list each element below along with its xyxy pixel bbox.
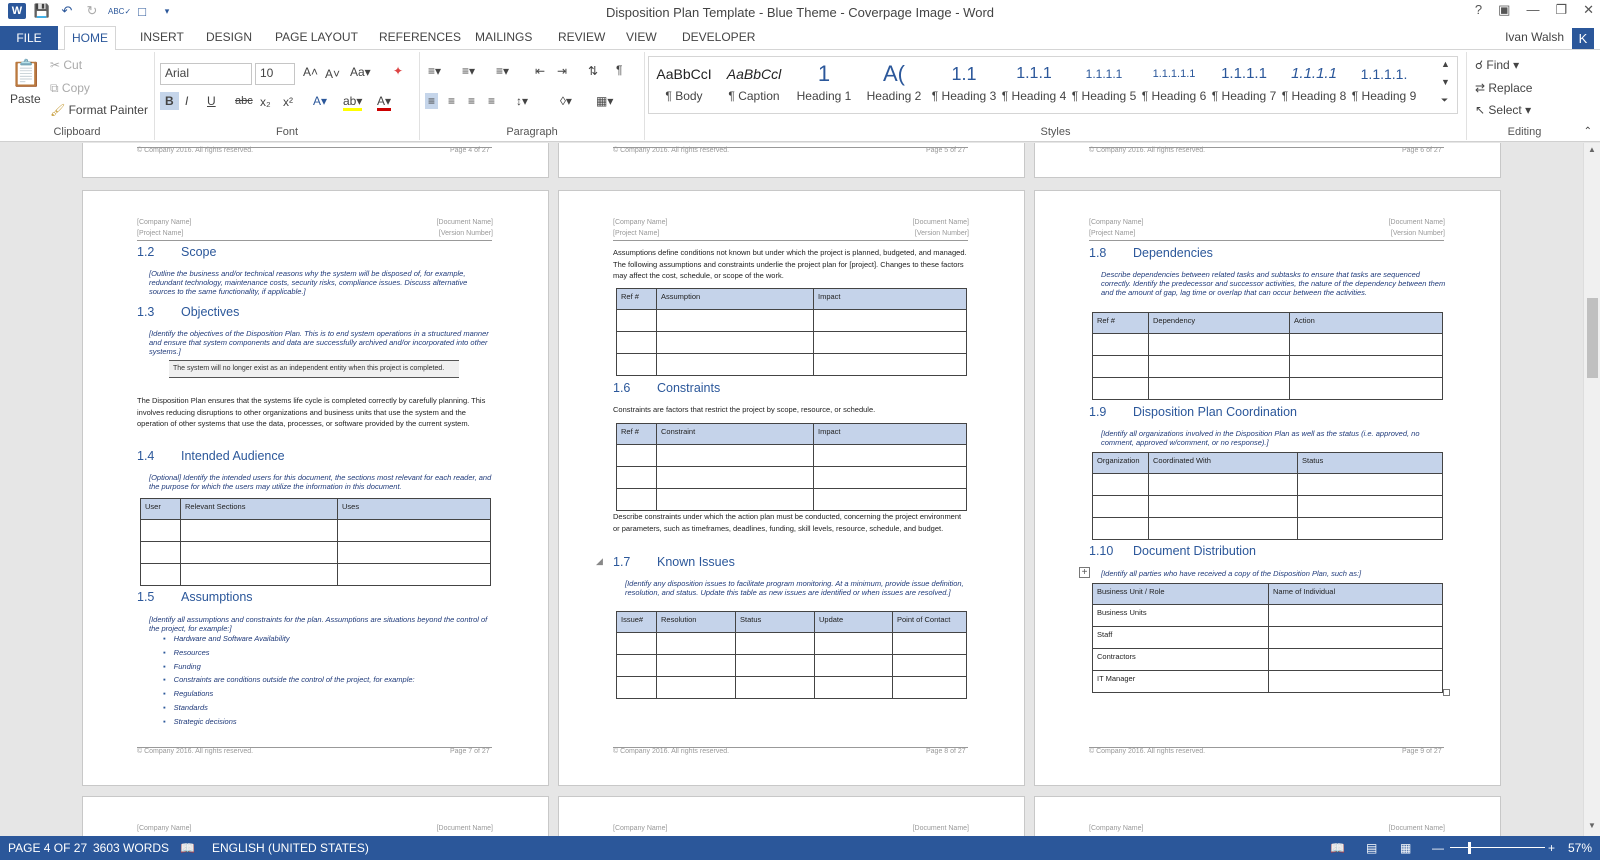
replace-icon: ⇄ <box>1475 81 1489 95</box>
scroll-up-icon[interactable]: ▲ <box>1588 145 1596 154</box>
ribbon-tabs <box>0 26 1600 50</box>
replace-label: Replace <box>1488 81 1533 95</box>
header-company: [Company Name] <box>137 219 192 226</box>
constraints-text: Constraints are factors that restrict the project by scope, resource, or schedule. <box>613 405 876 414</box>
style-heading-5[interactable] <box>1069 59 1139 111</box>
proofing-icon[interactable]: 📖 <box>180 841 195 855</box>
table-row[interactable] <box>617 633 967 655</box>
window-title: Disposition Plan Template - Blue Theme - Coverpage Image - Word <box>605 5 995 20</box>
col-relevant-sections: Relevant Sections <box>181 499 338 520</box>
header-company: [Company Name] <box>137 825 192 832</box>
col-update: Update <box>815 612 893 633</box>
collapse-heading-icon[interactable]: ◢ <box>596 556 603 566</box>
document-area[interactable] <box>0 143 1583 836</box>
header-version: [Version Number] <box>1390 230 1445 237</box>
style-heading-2[interactable] <box>859 59 929 111</box>
table-row[interactable] <box>141 564 491 586</box>
bold-button[interactable]: B <box>160 92 179 110</box>
col-assumption: Assumption <box>657 289 814 310</box>
clear-formatting-icon[interactable]: ✦ <box>393 64 404 78</box>
list-item: ▪ Standards <box>163 701 415 715</box>
style-gallery <box>648 56 1458 114</box>
align-center-icon[interactable]: ≡ <box>448 94 456 108</box>
find-button[interactable]: ☌ Find ▾ <box>1475 58 1520 72</box>
style-caption-label: ¶ Caption <box>728 89 780 103</box>
style-heading-7-preview: 1.1.1.1 <box>1221 65 1267 82</box>
next-page-10 <box>82 796 549 836</box>
list-item: ▪ Regulations <box>163 687 415 701</box>
zoom-slider[interactable] <box>1450 847 1545 848</box>
style-heading-8-preview: 1.1.1.1 <box>1291 65 1337 82</box>
help-icon[interactable]: ? <box>1474 2 1483 17</box>
header-company: [Company Name] <box>1089 825 1144 832</box>
assumptions-intro: Assumptions define conditions not known but under which the project is planned, budgeted, and managed. The following assumptions and constraints underlie the project plan for [project]. Changes to these factors may affect the cost, schedule, or scope of the work. <box>613 248 967 280</box>
style-heading-9-preview: 1.1.1.1. <box>1360 66 1408 82</box>
header-document: [Document Name] <box>436 825 493 832</box>
header-version: [Version Number] <box>914 230 969 237</box>
table-row[interactable]: Staff <box>1093 627 1443 649</box>
tab-file[interactable]: FILE <box>0 26 58 50</box>
style-heading-2-label: Heading 2 <box>866 89 922 103</box>
paste-icon[interactable]: 📋 <box>10 58 43 88</box>
list-item: ▪ Strategic decisions <box>163 715 415 729</box>
scroll-down-icon[interactable]: ▼ <box>1588 821 1596 830</box>
tab-developer[interactable]: DEVELOPER <box>682 30 756 44</box>
col-constraint: Constraint <box>657 424 814 445</box>
select-button[interactable]: ↖ Select ▾ <box>1475 103 1532 117</box>
table-row[interactable] <box>1093 378 1443 400</box>
header-project: [Project Name] <box>1089 230 1136 237</box>
constraints-description: Describe constraints under which the action plan must be conducted, concerning the project environment or parameters, such as timeframes, deadlines, funding, skill levels, resource, schedule, and budget. <box>613 512 962 533</box>
style-heading-5-label: ¶ Heading 5 <box>1071 89 1137 103</box>
style-heading-5-preview: 1.1.1.1 <box>1085 67 1123 81</box>
style-heading-9[interactable] <box>1349 59 1419 111</box>
heading-dependencies: 1.8 Dependencies <box>1089 246 1213 260</box>
tab-home[interactable]: HOME <box>64 26 116 51</box>
assumptions-table[interactable] <box>616 288 967 376</box>
list-item: ▪ Constraints are conditions outside the control of the project, for example: <box>163 673 415 687</box>
table-row[interactable] <box>1093 496 1443 518</box>
save-icon[interactable]: 💾 <box>33 3 51 18</box>
table-row[interactable] <box>617 354 967 376</box>
footer-copyright: © Company 2016. All rights reserved. <box>1089 748 1206 755</box>
clipboard-label: Clipboard <box>53 126 101 138</box>
superscript-button[interactable]: x² <box>283 95 293 109</box>
coordination-text: [Identify all organizations involved in the Disposition Plan as well as the status (i.e. approved, no comment, approved w/comment, or no response).] <box>1101 429 1420 447</box>
col-ref: Ref # <box>617 289 657 310</box>
next-page-12 <box>1034 796 1501 836</box>
page4-footer-left: © Company 2016. All rights reserved. <box>137 147 254 154</box>
style-heading-7[interactable] <box>1209 59 1279 111</box>
style-heading-4-preview: 1.1.1 <box>1016 65 1052 82</box>
header-document: [Document Name] <box>436 219 493 226</box>
table-row[interactable] <box>617 467 967 489</box>
style-heading-4[interactable] <box>999 59 1069 111</box>
font-color-icon[interactable]: A▾ <box>377 94 391 111</box>
footer-page-number: Page 9 of 27 <box>1402 748 1442 755</box>
table-row[interactable] <box>617 655 967 677</box>
scrollbar-thumb[interactable] <box>1587 298 1598 378</box>
shrink-font-icon[interactable]: A˅ <box>325 67 341 81</box>
previous-page-4 <box>82 143 549 178</box>
tab-insert[interactable]: INSERT <box>140 30 184 44</box>
styles-more-icon[interactable]: ⏷ <box>1441 95 1449 105</box>
styles-scroll-up-icon[interactable]: ▲ <box>1441 59 1450 69</box>
heading-scope: 1.2 Scope <box>137 245 217 259</box>
table-row[interactable] <box>617 310 967 332</box>
tab-design[interactable]: DESIGN <box>206 30 253 44</box>
style-heading-8[interactable] <box>1279 59 1349 111</box>
replace-button[interactable] <box>1475 81 1532 95</box>
page5-footer-left: © Company 2016. All rights reserved. <box>613 147 730 154</box>
editing-label: Editing <box>1507 126 1542 138</box>
heading-known-issues: 1.7 Known Issues <box>613 555 735 569</box>
status-bar <box>0 836 1600 860</box>
print-layout-icon[interactable]: ▤ <box>1366 841 1378 855</box>
assumptions-list <box>163 632 415 729</box>
shading-icon[interactable]: ◊▾ <box>560 94 572 108</box>
audience-text: [Optional] Identify the intended users for this document, the sections most relevant for each reader, and the purpose for which the users may utilize the information in this document. <box>149 473 492 491</box>
show-formatting-icon[interactable]: ¶ <box>616 63 623 77</box>
col-impact: Impact <box>814 424 967 445</box>
subscript-button[interactable]: x₂ <box>260 95 271 109</box>
table-resize-handle[interactable] <box>1443 689 1450 696</box>
style-body[interactable] <box>649 59 719 111</box>
header-company: [Company Name] <box>613 825 668 832</box>
dependencies-table[interactable] <box>1092 312 1443 400</box>
col-uses: Uses <box>338 499 491 520</box>
style-heading-6[interactable] <box>1139 59 1209 111</box>
restore-icon[interactable]: ❐ <box>1555 2 1568 17</box>
strikethrough-button[interactable]: abc <box>235 95 253 107</box>
heading-assumptions: 1.5 Assumptions <box>137 590 253 604</box>
zoom-slider-thumb[interactable] <box>1468 842 1471 854</box>
bullets-icon[interactable]: ≡▾ <box>428 64 442 78</box>
header-project: [Project Name] <box>137 230 184 237</box>
style-heading-3-label: ¶ Heading 3 <box>931 89 997 103</box>
col-coordinated-with: Coordinated With <box>1149 453 1298 474</box>
footer-copyright: © Company 2016. All rights reserved. <box>613 748 730 755</box>
tab-review[interactable]: REVIEW <box>558 30 606 44</box>
multilevel-list-icon[interactable]: ≡▾ <box>496 64 510 78</box>
copy-button[interactable] <box>50 81 90 96</box>
page4-footer-right: Page 4 of 27 <box>450 147 490 154</box>
text-effects-icon[interactable]: A▾ <box>313 94 328 108</box>
style-heading-1-preview: 1 <box>817 61 831 86</box>
list-item: ▪ Hardware and Software Availability <box>163 632 415 646</box>
col-organization: Organization <box>1093 453 1149 474</box>
binoculars-icon: ☌ <box>1475 58 1487 72</box>
style-heading-4-label: ¶ Heading 4 <box>1001 89 1067 103</box>
header-document: [Document Name] <box>912 219 969 226</box>
style-heading-9-label: ¶ Heading 9 <box>1351 89 1417 103</box>
align-left-icon[interactable]: ≡ <box>425 93 438 109</box>
header-document: [Document Name] <box>912 825 969 832</box>
heading-objectives: 1.3 Objectives <box>137 305 240 319</box>
align-right-icon[interactable]: ≡ <box>468 94 476 108</box>
header-document: [Document Name] <box>1388 825 1445 832</box>
vertical-scrollbar[interactable] <box>1583 143 1600 836</box>
footer-copyright: © Company 2016. All rights reserved. <box>137 748 254 755</box>
header-document: [Document Name] <box>1388 219 1445 226</box>
undo-icon[interactable]: ↶ <box>61 3 73 18</box>
zoom-in-icon[interactable]: + <box>1548 841 1556 855</box>
scope-text: [Outline the business and/or technical reasons why the system will be disposed of, for example, redundant technology, maintenance costs, security risks, compliance issues. Discuss alternative sources to the same functionality, if applicable.] <box>149 269 468 296</box>
header-project: [Project Name] <box>613 230 660 237</box>
page5-footer-right: Page 5 of 27 <box>926 147 966 154</box>
page6-footer-right: Page 6 of 27 <box>1402 147 1442 154</box>
col-business-unit-role: Business Unit / Role <box>1093 584 1269 605</box>
word-logo-icon: W <box>8 3 26 19</box>
styles-label: Styles <box>1040 126 1071 138</box>
coordination-table[interactable] <box>1092 452 1443 540</box>
font-group <box>155 52 420 140</box>
footer-page-number: Page 7 of 27 <box>450 748 490 755</box>
collapse-ribbon-icon[interactable]: ⌃ <box>1583 126 1592 137</box>
style-body-preview: AaBbCcI <box>656 66 712 82</box>
audience-table[interactable] <box>140 498 491 586</box>
col-action: Action <box>1290 313 1443 334</box>
header-version: [Version Number] <box>438 230 493 237</box>
table-row[interactable] <box>617 677 967 699</box>
paragraph-group <box>420 52 645 140</box>
col-resolution: Resolution <box>657 612 736 633</box>
brush-icon: 🖌 <box>50 103 69 117</box>
title-bar <box>0 0 1600 26</box>
copy-icon: ⧉ <box>50 81 62 95</box>
cut-label: Cut <box>63 58 83 72</box>
minimize-icon[interactable]: — <box>1526 2 1540 17</box>
col-name-of-individual: Name of Individual <box>1269 584 1443 605</box>
language[interactable]: ENGLISH (UNITED STATES) <box>212 841 369 855</box>
header-company: [Company Name] <box>1089 219 1144 226</box>
col-ref: Ref # <box>617 424 657 445</box>
next-page-11 <box>558 796 1025 836</box>
increase-indent-icon[interactable]: ⇥ <box>557 64 568 78</box>
distribution-text: [Identify all parties who have received a copy of the Disposition Plan, such as:] <box>1101 569 1362 578</box>
word-count[interactable]: 3603 WORDS <box>93 841 170 855</box>
known-issues-table[interactable] <box>616 611 967 699</box>
assumptions-text: [Identify all assumptions and constraints for the plan. Assumptions are situations beyond the control of the project, for example:] <box>149 615 488 633</box>
style-body-label: ¶ Body <box>665 89 703 103</box>
col-dependency: Dependency <box>1149 313 1290 334</box>
list-item: ▪ Funding <box>163 660 415 674</box>
read-mode-icon[interactable]: 📖 <box>1330 841 1345 855</box>
cut-button[interactable] <box>50 58 82 72</box>
customize-qat-icon[interactable]: ▾ <box>164 5 170 16</box>
heading-intended-audience: 1.4 Intended Audience <box>137 449 285 463</box>
header-company: [Company Name] <box>613 219 668 226</box>
constraints-table[interactable] <box>616 423 967 511</box>
style-caption[interactable] <box>719 59 789 111</box>
format-painter-button[interactable] <box>50 103 148 117</box>
col-impact: Impact <box>814 289 967 310</box>
styles-group <box>645 52 1467 140</box>
col-status: Status <box>736 612 815 633</box>
font-size-select[interactable]: 10 <box>255 63 295 85</box>
style-heading-6-preview: 1.1.1.1.1 <box>1152 68 1196 80</box>
zoom-level[interactable]: 57% <box>1568 841 1593 855</box>
font-label: Font <box>275 126 298 138</box>
table-row[interactable]: IT Manager <box>1093 671 1443 693</box>
heading-document-distribution: 1.10 Document Distribution <box>1089 544 1256 558</box>
editing-group <box>1467 52 1582 140</box>
avatar[interactable]: K <box>1572 28 1594 49</box>
style-heading-2-preview: A( <box>883 61 905 86</box>
italic-button[interactable]: I <box>185 94 189 108</box>
col-status: Status <box>1298 453 1443 474</box>
find-label: Find <box>1486 58 1510 72</box>
objectives-body: The Disposition Plan ensures that the systems life cycle is completed correctly by carefully planning. This involves reducing disruptions to other organizations and business units that use the system and the operation of other systems that use the data, processes, or software provided by the current system. <box>137 396 486 428</box>
style-heading-1-label: Heading 1 <box>796 89 852 103</box>
copy-label: Copy <box>61 81 90 95</box>
page-count[interactable]: PAGE 4 OF 27 <box>8 841 88 855</box>
change-case-icon[interactable]: Aa▾ <box>350 65 371 79</box>
style-heading-7-label: ¶ Heading 7 <box>1211 89 1277 103</box>
table-row[interactable] <box>141 542 491 564</box>
user-name[interactable]: Ivan Walsh <box>1505 30 1564 44</box>
line-spacing-icon[interactable]: ↕▾ <box>516 94 529 108</box>
ribbon <box>0 50 1600 142</box>
style-heading-3[interactable] <box>929 59 999 111</box>
page-9[interactable] <box>1034 190 1501 786</box>
paste-button[interactable]: Paste <box>10 92 41 106</box>
style-heading-8-label: ¶ Heading 8 <box>1281 89 1347 103</box>
window-controls <box>1475 2 1594 18</box>
col-user: User <box>141 499 181 520</box>
redo-icon[interactable]: ↻ <box>86 3 98 18</box>
close-icon[interactable]: ✕ <box>1583 2 1594 17</box>
style-heading-1[interactable] <box>789 59 859 111</box>
col-ref: Ref # <box>1093 313 1149 334</box>
list-item: ▪ Resources <box>163 646 415 660</box>
style-caption-preview: AaBbCcl <box>726 66 782 82</box>
spelling-icon[interactable]: ABC✓ <box>108 6 132 16</box>
format-painter-label: Format Painter <box>68 103 148 117</box>
web-layout-icon[interactable]: ▦ <box>1400 841 1412 855</box>
select-label: Select <box>1488 103 1522 117</box>
touch-mode-icon[interactable]: □ <box>138 3 146 19</box>
objectives-text: [Identify the objectives of the Disposition Plan. This is to end system operations in a structured manner and ensure that system components and data are successfully archived and/or incorporated into other systems.] <box>149 329 489 356</box>
tab-view[interactable]: VIEW <box>626 30 657 44</box>
table-row[interactable] <box>617 489 967 511</box>
ribbon-display-icon[interactable]: ▣ <box>1498 2 1511 17</box>
table-row[interactable] <box>1093 356 1443 378</box>
table-row[interactable] <box>1093 518 1443 540</box>
table-move-handle-icon[interactable]: + <box>1079 567 1090 578</box>
objectives-quote: The system will no longer exist as an independent entity when this project is completed. <box>169 360 459 378</box>
underline-button[interactable]: U <box>207 94 216 108</box>
borders-icon[interactable]: ▦▾ <box>596 94 614 108</box>
table-row[interactable] <box>1093 334 1443 356</box>
known-issues-text: [Identify any disposition issues to facilitate program monitoring. At a minimum, provide issue definition, resolution, and status. Update this table as new issues are identified or when issues are resolved.] <box>625 579 964 597</box>
previous-page-5 <box>558 143 1025 178</box>
font-name-select[interactable]: Arial <box>160 63 252 85</box>
distribution-table[interactable] <box>1092 583 1443 693</box>
table-row[interactable] <box>617 445 967 467</box>
page-7[interactable] <box>82 190 549 786</box>
heading-coordination: 1.9 Disposition Plan Coordination <box>1089 405 1297 419</box>
paragraph-label: Paragraph <box>506 126 558 138</box>
scissors-icon: ✂ <box>50 58 64 72</box>
col-point-of-contact: Point of Contact <box>893 612 967 633</box>
tab-mailings[interactable]: MAILINGS <box>475 30 533 44</box>
table-row[interactable]: Contractors <box>1093 649 1443 671</box>
table-row[interactable]: Business Units <box>1093 605 1443 627</box>
clipboard-group <box>0 52 155 140</box>
footer-page-number: Page 8 of 27 <box>926 748 966 755</box>
tab-references[interactable]: REFERENCES <box>379 30 462 44</box>
dependencies-text: Describe dependencies between related tasks and subtasks to ensure that tasks are sequenced correctly. Identify the predecessor and successor activities, the nature of the dependency between them and the amount of gap, lag time or overlap that can occur between the activities. <box>1101 270 1446 297</box>
style-heading-3-preview: 1.1 <box>951 64 977 84</box>
previous-page-6 <box>1034 143 1501 178</box>
styles-scroll-down-icon[interactable]: ▼ <box>1441 77 1450 87</box>
sort-icon[interactable]: ⇅ <box>588 64 599 78</box>
zoom-out-icon[interactable]: — <box>1432 841 1444 855</box>
table-row[interactable] <box>1093 474 1443 496</box>
cursor-icon: ↖ <box>1475 103 1489 117</box>
numbering-icon[interactable]: ≡▾ <box>462 64 476 78</box>
highlight-icon[interactable]: ab▾ <box>343 94 362 111</box>
page-8[interactable] <box>558 190 1025 786</box>
heading-constraints: 1.6 Constraints <box>613 381 721 395</box>
justify-icon[interactable]: ≡ <box>488 94 496 108</box>
table-row[interactable] <box>141 520 491 542</box>
grow-font-icon[interactable]: A˄ <box>303 65 319 79</box>
table-row[interactable] <box>617 332 967 354</box>
page6-footer-left: © Company 2016. All rights reserved. <box>1089 147 1206 154</box>
style-heading-6-label: ¶ Heading 6 <box>1141 89 1207 103</box>
col-issue: Issue# <box>617 612 657 633</box>
decrease-indent-icon[interactable]: ⇤ <box>535 64 546 78</box>
tab-page-layout[interactable]: PAGE LAYOUT <box>275 30 358 44</box>
